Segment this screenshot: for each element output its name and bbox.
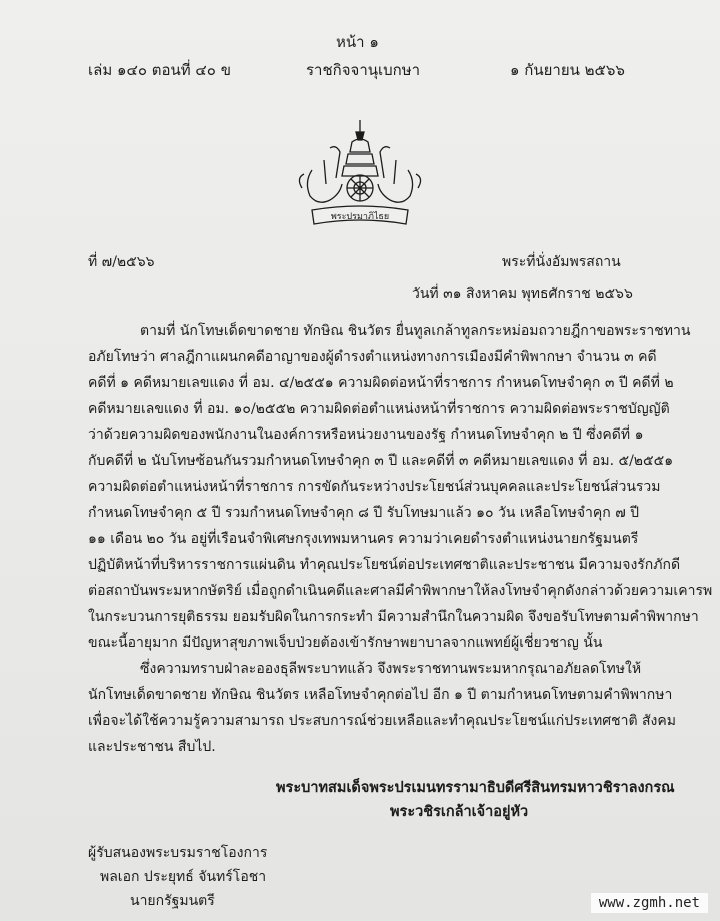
volume-issue: เล่ม ๑๔๐ ตอนที่ ๔๐ ข bbox=[88, 61, 231, 79]
body-line: ขณะนี้อายุมาก มีปัญหาสุขภาพเจ็บป่วยต้องเข้ารักษาพยาบาลจากแพทย์ผู้เชี่ยวชาญ นั้น bbox=[88, 635, 603, 651]
body-line: นักโทษเด็ดขาดชาย ทักษิณ ชินวัตร เหลือโทษจำคุกต่อไป อีก ๑ ปี ตามกำหนดโทษตามคำพิพากษา bbox=[88, 687, 673, 703]
body-line: คดีที่ ๑ คดีหมายเลขแดง ที่ อม. ๔/๒๕๕๑ ความผิดต่อหน้าที่ราชการ กำหนดโทษจำคุก ๓ ปี คดีที่ ๒ bbox=[88, 375, 674, 391]
body-line: เพื่อจะได้ใช้ความรู้ความสามารถ ประสบการณ์ช่วยเหลือและทำคุณประโยชน์แก่ประเทศชาติ สังคม bbox=[88, 713, 676, 729]
body-line: คดีหมายเลขแดง ที่ อม. ๑๐/๒๕๕๒ ความผิดต่อตำแหน่งหน้าที่ราชการ ความผิดต่อพระราชบัญญัติ bbox=[88, 401, 670, 417]
publication-title: ราชกิจจานุเบกษา bbox=[306, 61, 421, 79]
body-line: ต่อสถาบันพระมหากษัตริย์ เมื่อถูกดำเนินคดีและศาลมีคำพิพากษาให้ลงโทษจำคุกดังกล่าวด้วยความเคารพ bbox=[88, 583, 713, 599]
body-line: อภัยโทษว่า ศาลฎีกาแผนกคดีอาญาของผู้ดำรงตำแหน่งทางการเมืองมีคำพิพากษา จำนวน ๓ คดี bbox=[88, 349, 657, 365]
decree-date: วันที่ ๓๑ สิงหาคม พุทธศักราช ๒๕๖๖ bbox=[412, 286, 633, 302]
body-line: ๑๑ เดือน ๒๐ วัน อยู่ที่เรือนจำพิเศษกรุงเทพมหานคร ความว่าเคยดำรงตำแหน่งนายกรัฐมนตรี bbox=[88, 531, 639, 547]
body-line: และประชาชน สืบไป. bbox=[88, 739, 216, 755]
body-line: ความผิดต่อตำแหน่งหน้าที่ราชการ การขัดกันระหว่างประโยชน์ส่วนบุคคลและประโยชน์ส่วนรวม bbox=[88, 479, 661, 495]
countersign-name: พลเอก ประยุทธ์ จันทร์โอชา bbox=[100, 869, 267, 885]
body-line: กับคดีที่ ๒ นับโทษซ้อนกันรวมกำหนดโทษจำคุก ๓ ปี และคดีที่ ๓ คดีหมายเลขแดง ที่ อม. ๕/๒๕๕๑ bbox=[88, 453, 674, 469]
royal-signature-line-2: พระวชิรเกล้าเจ้าอยู่หัว bbox=[390, 803, 529, 820]
page-number: หน้า ๑ bbox=[336, 33, 379, 51]
body-line: ว่าด้วยความผิดของพนักงานในองค์การหรือหน่วยงานของรัฐ กำหนดโทษจำคุก ๒ ปี ซึ่งคดีที่ ๑ bbox=[88, 427, 644, 443]
site-watermark: www.zgmh.net bbox=[591, 893, 708, 913]
royal-signature-line-1: พระบาทสมเด็จพระปรเมนทรรามาธิบดีศรีสินทรมหาวชิราลงกรณ bbox=[276, 779, 675, 796]
countersign-title: ผู้รับสนองพระบรมราชโองการ bbox=[88, 845, 268, 861]
body-line: กำหนดโทษจำคุก ๕ ปี รวมกำหนดโทษจำคุก ๘ ปี รับโทษมาแล้ว ๑๐ วัน เหลือโทษจำคุก ๗ ปี bbox=[88, 505, 640, 521]
royal-seal-icon bbox=[290, 118, 430, 234]
body-line: ปฏิบัติหน้าที่บริหารราชการแผ่นดิน ทำคุณประโยชน์ต่อประเทศชาติและประชาชน มีความจงรักภักดี bbox=[88, 557, 681, 573]
decree-number: ที่ ๗/๒๕๖๖ bbox=[88, 254, 155, 270]
publication-date: ๑ กันยายน ๒๕๖๖ bbox=[510, 61, 625, 79]
seal-ribbon-text: พระปรมาภิไธย bbox=[330, 212, 390, 222]
body-line: ในกระบวนการยุติธรรม ยอมรับผิดในการกระทำ มีความสำนึกในความผิด จึงขอรับโทษตามคำพิพากษา bbox=[88, 609, 699, 625]
countersign-position: นายกรัฐมนตรี bbox=[130, 893, 215, 909]
decree-place: พระที่นั่งอัมพรสถาน bbox=[502, 254, 621, 270]
body-line: ตามที่ นักโทษเด็ดขาดชาย ทักษิณ ชินวัตร ยื่นทูลเกล้าทูลกระหม่อมถวายฎีกาขอพระราชทาน bbox=[140, 323, 691, 339]
body-line: ซึ่งความทราบฝ่าละอองธุลีพระบาทแล้ว จึงพระราชทานพระมหากรุณาอภัยลดโทษให้ bbox=[140, 661, 642, 677]
